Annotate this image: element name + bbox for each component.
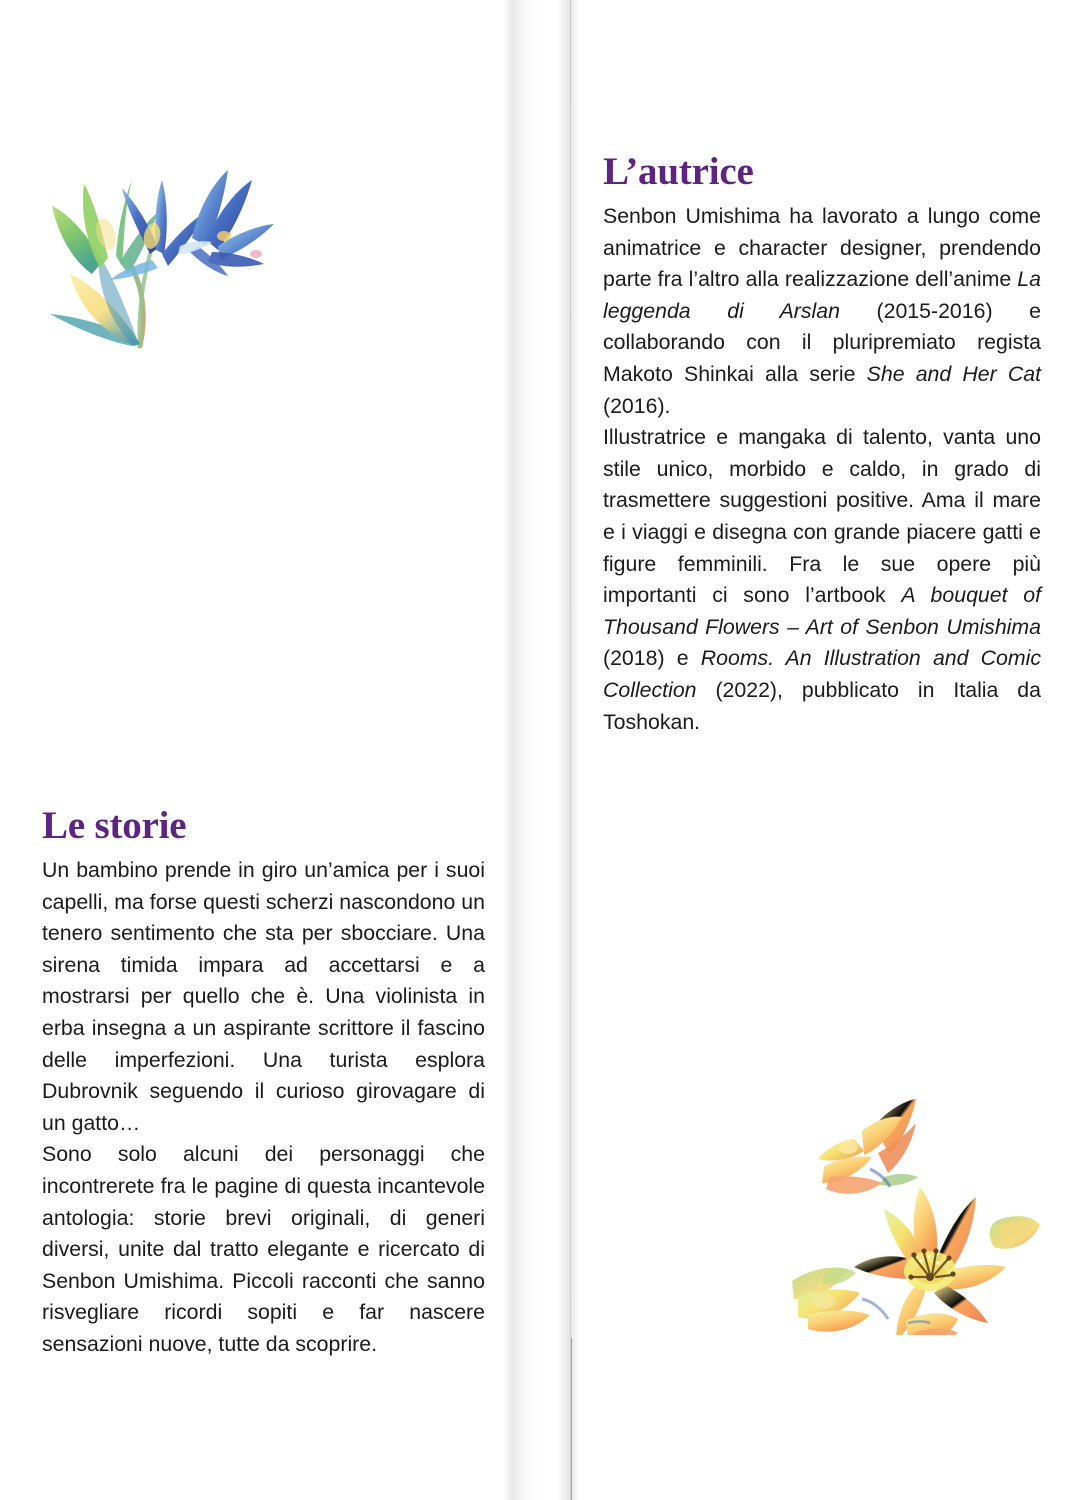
page-fold-line: [570, 0, 571, 1500]
page-title-lautrice: L’autrice: [603, 150, 754, 193]
watercolor-orange-blossom-illustration: [778, 1085, 1048, 1335]
page-fold-shadow: [498, 0, 580, 1500]
left-page-content: [42, 806, 485, 1361]
paragraph-bio-2: Illustratrice e mangaka di talento, vanta uno stile unico, morbido e caldo, in grado di trasmettere suggestioni positive. Ama il mare e i viaggi e disegna con grande piacere gatti e figure femminili. Fra le sue opere più importanti ci sono l’artbook A bouquet of Thousand Flowers – Art of Senbon Umishima (2018) e Rooms. An Illustration and Comic Collection (2022), pubblicato in Italia da Toshokan.: [603, 425, 1042, 734]
paragraph-stories-2: Sono solo alcuni dei personaggi che incontrerete fra le pagine di questa incantevole antologia: storie brevi originali, di generi diversi, unite dal tratto elegante e ricercato di Senbon Umishima. Piccoli racconti che sanno risvegliare ricordi sopiti e far nascere sensazioni nuove, tutte da scoprire.: [42, 1142, 485, 1356]
paragraph-stories-1: Un bambino prende in giro un’amica per i suoi capelli, ma forse questi scherzi nascondono un tenero sentimento che sta per sbocciare. Una sirena timida impara ad accettarsi e a mostrarsi per quello che è. Una violinista in erba insegna a un aspirante scrittore il fascino delle imperfezioni. Una turista esplora Dubrovnik seguendo il curioso girovagare di un gatto…: [42, 858, 485, 1135]
watercolor-blue-freesia-illustration: [28, 150, 288, 355]
right-page-content: [603, 152, 1041, 738]
page-fold-accent-line: [571, 1338, 572, 1500]
paragraph-bio-1: Senbon Umishima ha lavorato a lungo come animatrice e character designer, prendendo parte fra l’altro alla realizzazione dell’anime La leggenda di Arslan (2015-2016) e collaborando con il pluripremiato regista Makoto Shinkai alla serie She and Her Cat (2016).: [603, 204, 1041, 418]
page-title-le-storie: Le storie: [42, 804, 187, 847]
